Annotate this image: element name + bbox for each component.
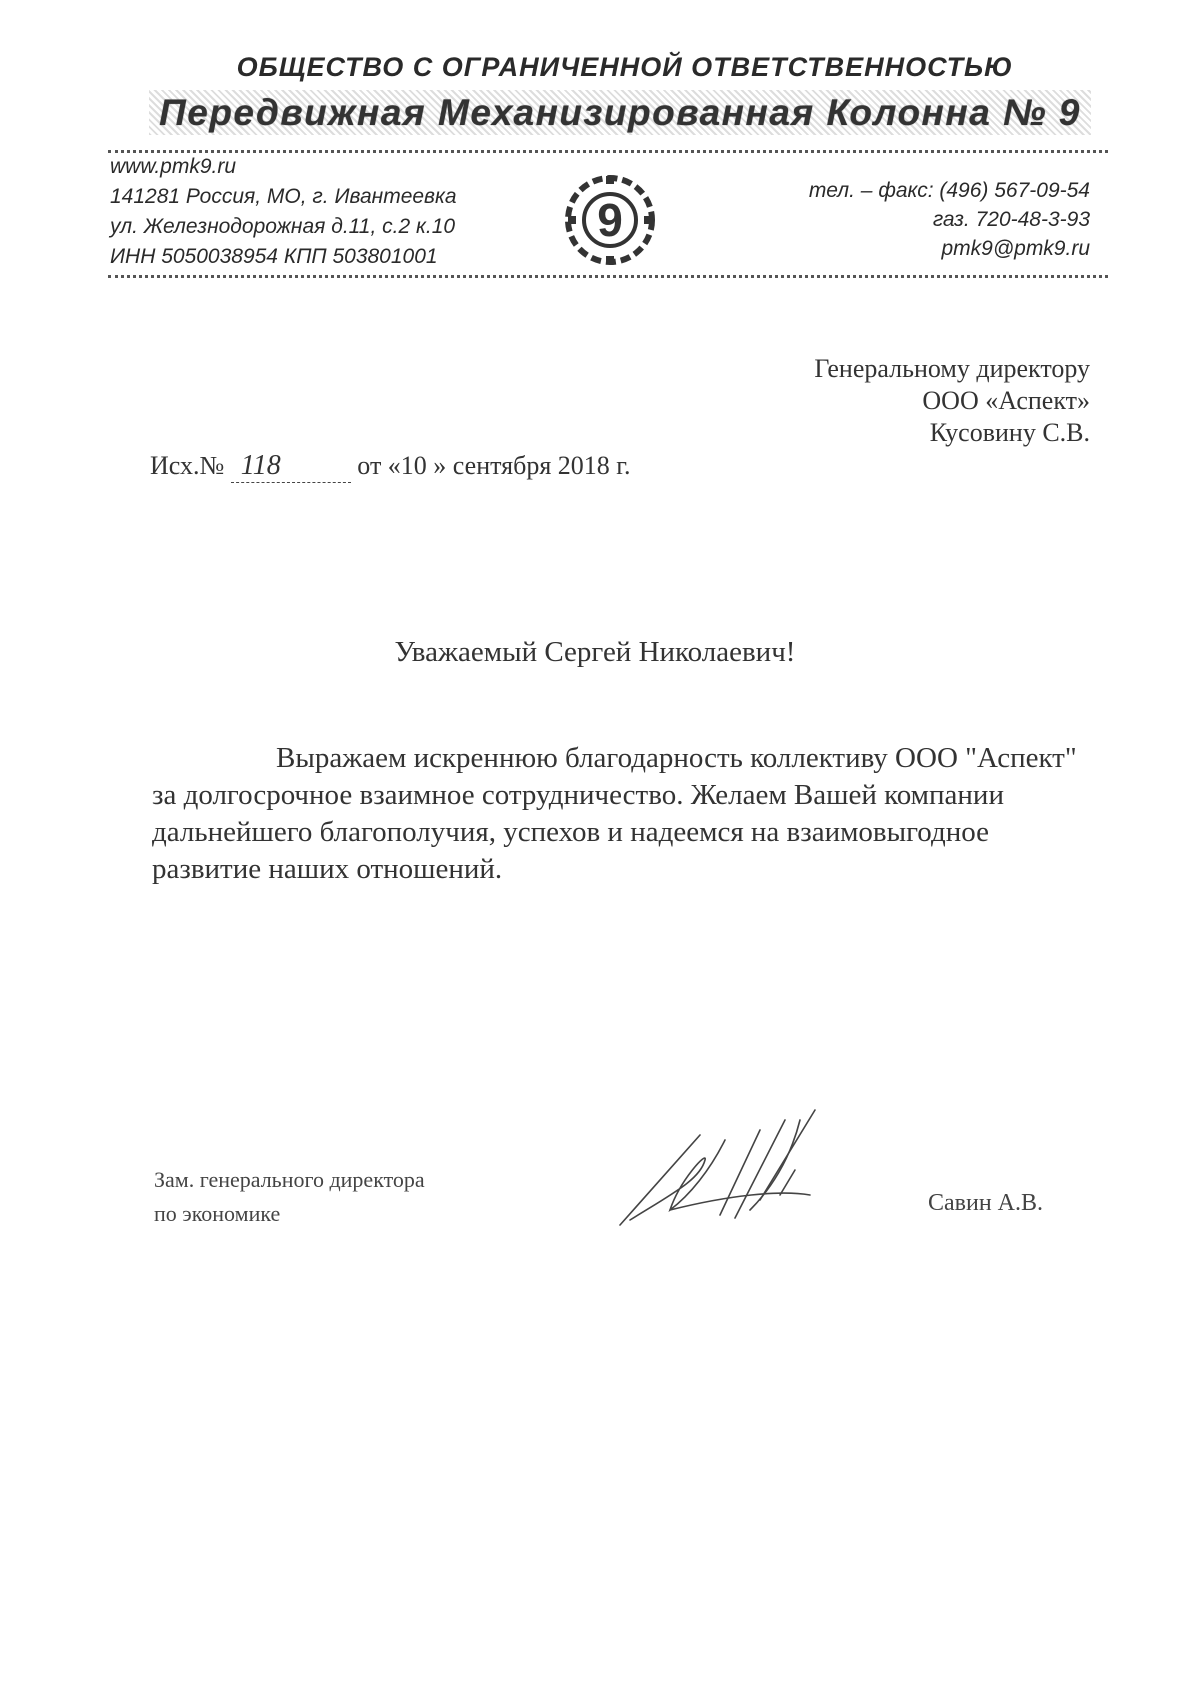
signatory-title-line-1: Зам. генерального директора bbox=[154, 1167, 425, 1192]
greeting: Уважаемый Сергей Николаевич! bbox=[394, 636, 796, 668]
gas-phone: газ. 720-48-3-93 bbox=[932, 208, 1090, 231]
website-text: www.pmk9.ru bbox=[110, 155, 237, 178]
addressee-position: Генеральному директору bbox=[814, 354, 1090, 383]
org-form-heading: ОБЩЕСТВО С ОГРАНИЧЕННОЙ ОТВЕТСТВЕННОСТЬЮ bbox=[236, 52, 1014, 82]
company-logo-icon bbox=[560, 170, 660, 270]
reference-date: от «10 » сентября 2018 г. bbox=[357, 451, 631, 480]
body-paragraph: Выражаем искреннюю благодарность коллективу ООО "Аспект" за долгосрочное взаимное сотрудничество. Желаем Вашей компании дальнейшего благополучия, успехов и надеемся на взаимовыгодное развитие наших отношений. bbox=[152, 742, 1077, 885]
letter-body bbox=[152, 740, 1092, 888]
logo-number: 9 bbox=[597, 194, 623, 246]
signatory-title-line-2: по экономике bbox=[154, 1201, 281, 1226]
company-name bbox=[125, 92, 1115, 134]
company-contacts-left bbox=[110, 152, 457, 272]
addressee-block bbox=[814, 353, 1090, 449]
signatory-title bbox=[154, 1163, 425, 1231]
signatory-name: Савин А.В. bbox=[928, 1190, 1044, 1216]
address-line-1: 141281 Россия, МО, г. Ивантеевка bbox=[110, 185, 457, 208]
reference-number: 118 bbox=[231, 450, 351, 483]
company-contacts-right bbox=[809, 176, 1090, 263]
address-line-2: ул. Железнодорожная д.11, с.2 к.10 bbox=[110, 215, 456, 238]
email-address: pmk9@pmk9.ru bbox=[941, 237, 1090, 260]
tax-ids: ИНН 5050038954 КПП 503801001 bbox=[110, 245, 438, 268]
addressee-name: Кусовину С.В. bbox=[929, 418, 1090, 447]
reference-prefix: Исх.№ bbox=[150, 451, 225, 480]
handwritten-signature bbox=[610, 1100, 870, 1240]
outgoing-reference bbox=[150, 450, 631, 483]
company-name-text: Передвижная Механизированная Колонна № 9 bbox=[149, 90, 1091, 135]
phone-fax: тел. – факс: (496) 567-09-54 bbox=[808, 179, 1090, 202]
addressee-company: ООО «Аспект» bbox=[922, 386, 1090, 415]
header-divider-bottom bbox=[108, 275, 1108, 278]
